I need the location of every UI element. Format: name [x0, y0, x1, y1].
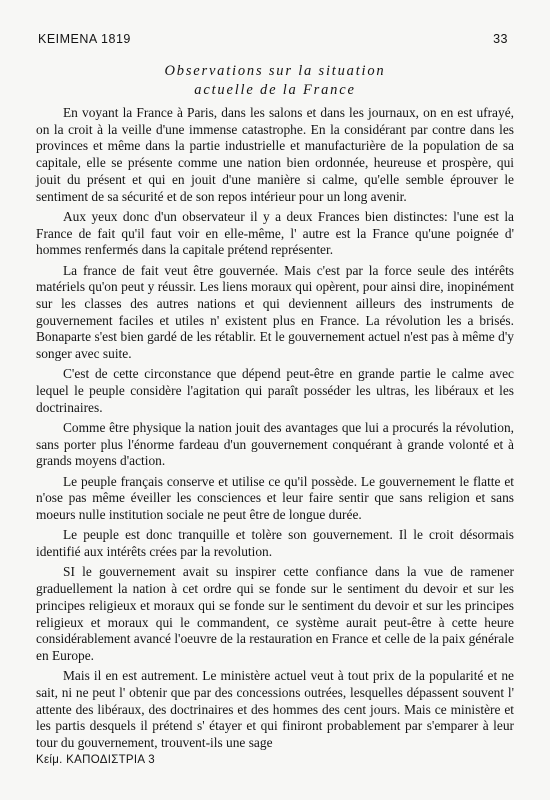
- paragraph-6: Le peuple français conserve et utilise ce qu'il possède. Le gouvernement le flatte et n'ose pas même éveiller les consciences et leur faire sentir que sans religion et sans moeurs nulle institution sociale ne peut être de longue durée.: [36, 473, 514, 523]
- section-title: [40, 62, 510, 100]
- running-title: KEIMENA 1819: [38, 32, 131, 46]
- paragraph-7: Le peuple est donc tranquille et tolère son gouvernement. Il le croit désormais identifié aux intérêts crées par la revolution.: [36, 527, 514, 560]
- paragraph-8: SI le gouvernement avait su inspirer cette confiance dans la vue de ramener graduellement la nation à cet ordre qui se fonde sur le sentiment du devoir et sur les principes religieux et moraux qui se fonde sur le sentiment du devoir et sur les principes religieux et moraux qui le commandent, ce système aurait peut-être à cette heure considérablement avancé l'oeuvre de la restauration en France et celle de la paix générale en Europe.: [36, 564, 514, 663]
- paragraph-5: Comme être physique la nation jouit des avantages que lui a procurés la révolution, sans porter plus l'énorme fardeau d'un gouvernement conquérant à grande volonté et à grands moyens d'action.: [36, 420, 514, 469]
- running-header: [38, 32, 508, 52]
- paragraph-2: Aux yeux donc d'un observateur il y a deux Frances bien distinctes: l'une est la France de fait qu'il faut voir en elle-même, l' autre est la France qu'une poignée d' hommes renfermés dans la capitale prétend représenter.: [36, 208, 514, 258]
- paragraph-9: Mais il en est autrement. Le ministère actuel veut à tout prix de la popularité et ne sait, ni ne peut l' obtenir que par des concessions outrées, lesquelles dépassent souvent l' attente des libéraux, des doctrinaires et des hommes des cent jours. Mais ce ministère et les partis desquels il prétend s' étayer et qui finiront probablement par s'emparer à leur tour du gouvernement, trouvent-ils une sage: [36, 668, 514, 751]
- footer-signature: Κείμ. ΚΑΠΟΔΙΣΤΡΙΑ 3: [36, 754, 155, 766]
- page-number: 33: [493, 32, 508, 46]
- section-title-line-2: actuelle de la France: [194, 82, 356, 98]
- paragraph-4: C'est de cette circonstance que dépend peut-être en grande partie le calme avec lequel le peuple considère l'agitation qui paraît posséder les ultras, les libéraux et les doctrinaires.: [36, 366, 514, 415]
- body-text: [36, 105, 514, 755]
- paragraph-1: En voyant la France à Paris, dans les salons et dans les journaux, on en est ufrayé, on la croit à la veille d'une immense catastrophe. En la considérant par contre dans les provinces et même dans la partie industrielle et manufacturière de la population de sa capitale, elle se présente comme une nation bien ordonnée, heureuse et prospère, qui jouit du présent et qui en jouit d'une manière si calme, qu'elle semble éprouver le sentiment de sa sécurité et de son repos intérieur pour un long avenir.: [36, 105, 514, 204]
- section-title-line-1: Observations sur la situation: [164, 63, 386, 79]
- paragraph-3: La france de fait veut être gouvernée. Mais c'est par la force seule des intérêts matériels qu'on peut y réussir. Les liens moraux qui opèrent, pour ainsi dire, inopinément sur les classes des autres nations et qui deviennent ailleurs des instruments de gouvernement faciles et utiles n' existent plus en France. La révolution les a brisés. Bonaparte s'est bien gardé de les rétablir. Et le gouvernement actuel n'est pas à même d'y songer avec suite.: [36, 262, 514, 362]
